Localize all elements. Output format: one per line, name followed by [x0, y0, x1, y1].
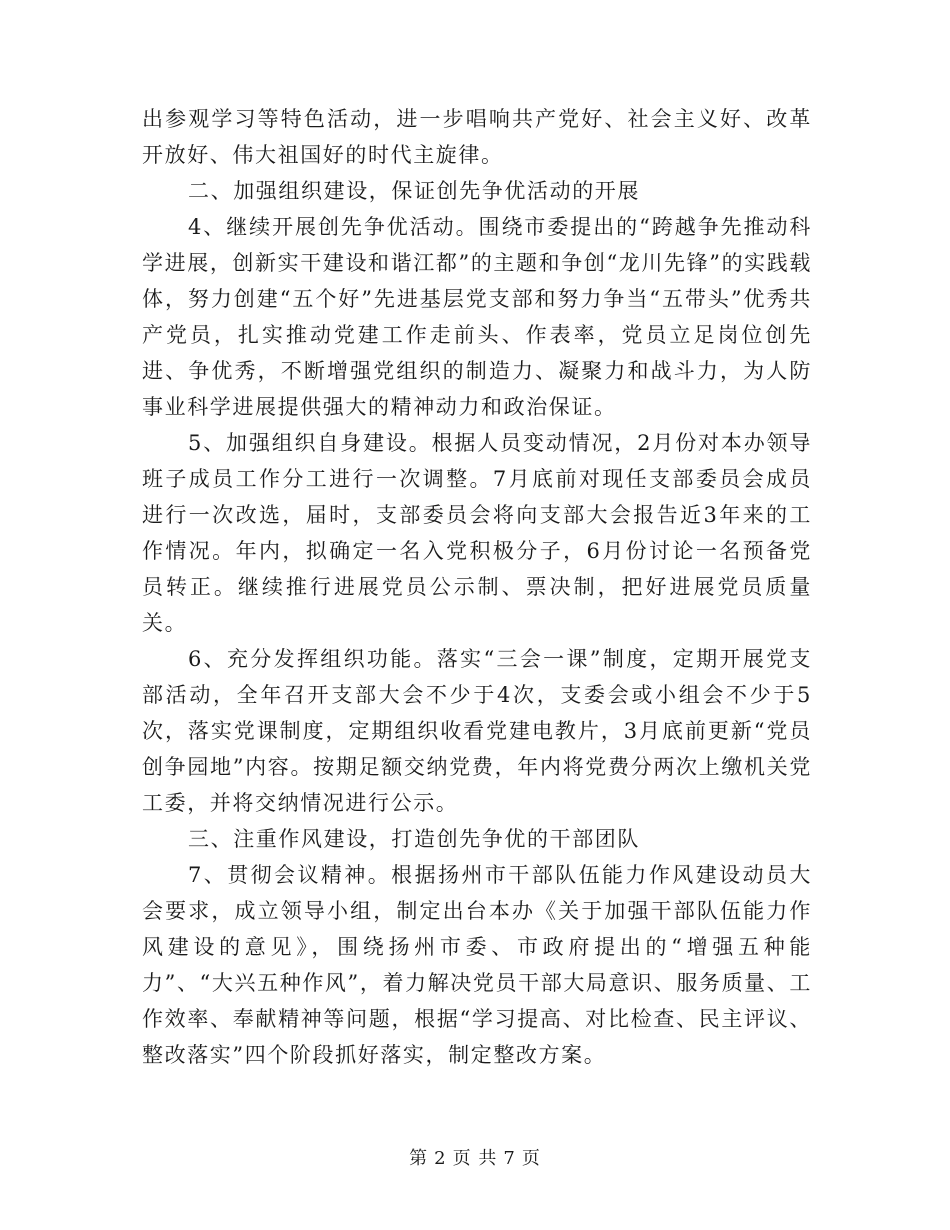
- section-heading-3: 三、注重作风建设，打造创先争优的干部团队: [188, 827, 640, 851]
- document-body: [142, 101, 812, 1073]
- page-footer: [0, 1144, 950, 1170]
- footer-prefix: 第: [409, 1148, 429, 1169]
- footer-total-pages: 7: [503, 1148, 516, 1169]
- footer-page-number: 2: [434, 1148, 447, 1169]
- paragraph-item-6: 6、充分发挥组织功能。落实“三会一课”制度，定期开展党支部活动，全年召开支部大会不少于4次，支委会或小组会不少于5次，落实党课制度，定期组织收看党建电教片，3月底前更新“党员创争园地”内容。按期足额交纳党费，年内将党费分两次上缴机关党工委，并将交纳情况进行公示。: [142, 647, 812, 815]
- section-heading-2: 二、加强组织建设，保证创先争优活动的开展: [188, 179, 640, 203]
- paragraph-item-7: 7、贯彻会议精神。根据扬州市干部队伍能力作风建设动员大会要求，成立领导小组，制定出台本办《关于加强干部队伍能力作风建设的意见》，围绕扬州市委、市政府提出的“增强五种能力”、“大兴五种作风”，着力解决党员干部大局意识、服务质量、工作效率、奉献精神等问题，根据“学习提高、对比检查、民主评议、整改落实”四个阶段抓好落实，制定整改方案。: [142, 863, 812, 1067]
- footer-suffix: 页: [521, 1148, 541, 1169]
- footer-middle: 页 共: [452, 1148, 498, 1169]
- paragraph-item-5: 5、加强组织自身建设。根据人员变动情况，2月份对本办领导班子成员工作分工进行一次调整。7月底前对现任支部委员会成员进行一次改选，届时，支部委员会将向支部大会报告近3年来的工作情况。年内，拟确定一名入党积极分子，6月份讨论一名预备党员转正。继续推行进展党员公示制、票决制，把好进展党员质量关。: [142, 431, 812, 635]
- paragraph-continuation: 出参观学习等特色活动，进一步唱响共产党好、社会主义好、改革开放好、伟大祖国好的时代主旋律。: [142, 107, 812, 167]
- paragraph-item-4: 4、继续开展创先争优活动。围绕市委提出的“跨越争先推动科学进展，创新实干建设和谐江都”的主题和争创“龙川先锋”的实践载体，努力创建“五个好”先进基层党支部和努力争当“五带头”优秀共产党员，扎实推动党建工作走前头、作表率，党员立足岗位创先进、争优秀，不断增强党组织的制造力、凝聚力和战斗力，为人防事业科学进展提供强大的精神动力和政治保证。: [142, 215, 812, 419]
